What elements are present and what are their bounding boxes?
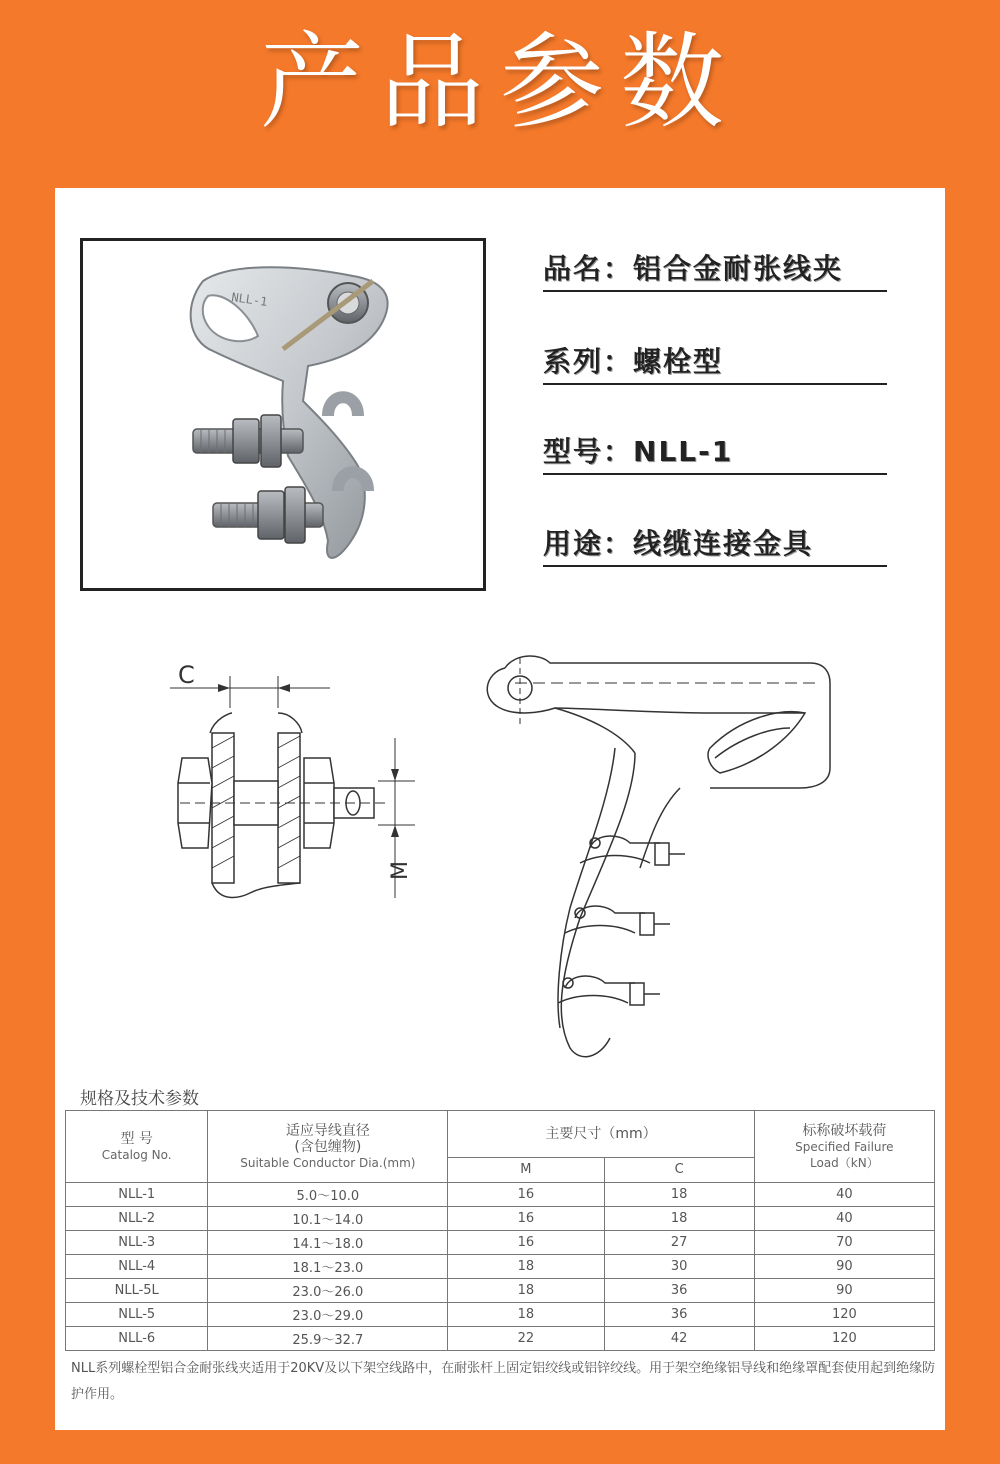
dim-label-c: C: [178, 661, 195, 689]
content-panel: [55, 188, 945, 1430]
cell-m: 16: [448, 1183, 604, 1207]
cell-model: NLL-6: [66, 1327, 208, 1351]
cell-dia: 25.9～32.7: [208, 1327, 448, 1351]
info-usage: [543, 525, 887, 567]
table-row: [66, 1231, 935, 1255]
cell-model: NLL-4: [66, 1255, 208, 1279]
header-en: Specified Failure: [795, 1139, 894, 1154]
cell-c: 42: [604, 1327, 754, 1351]
header-cn: (含包缠物): [294, 1138, 362, 1155]
info-label: 系列：: [543, 345, 634, 378]
cell-m: 16: [448, 1231, 604, 1255]
cell-load: 40: [754, 1207, 934, 1231]
cell-c: 36: [604, 1279, 754, 1303]
header-cn: 适应导线直径: [285, 1122, 370, 1139]
cell-load: 70: [754, 1231, 934, 1255]
table-row: [66, 1183, 935, 1207]
col-header-m: M: [448, 1158, 604, 1183]
table-row: [66, 1327, 935, 1351]
cell-dia: 23.0～26.0: [208, 1279, 448, 1303]
info-label: 用途：: [543, 527, 634, 560]
header-cn: 标称破坏载荷: [802, 1122, 887, 1139]
photo-stamp: NLL-1: [230, 290, 269, 309]
header-cn: 型 号: [120, 1130, 153, 1147]
header-cn: 主要尺寸（mm）: [545, 1126, 657, 1142]
header-en: Load（kN）: [810, 1155, 879, 1170]
cell-dia: 18.1～23.0: [208, 1255, 448, 1279]
cell-load: 90: [754, 1279, 934, 1303]
info-series: [543, 343, 887, 385]
cell-dia: 5.0～10.0: [208, 1183, 448, 1207]
header-en: Catalog No.: [101, 1147, 172, 1162]
col-header-dims: [448, 1111, 754, 1158]
description-note: NLL系列螺栓型铝合金耐张线夹适用于20KV及以下架空线路中，在耐张杆上固定铝绞线或铝锌绞线。用于架空绝缘铝导线和绝缘罩配套使用起到绝缘防护作用。: [71, 1361, 936, 1402]
page-title: 产品参数: [259, 21, 740, 143]
cell-c: 27: [604, 1231, 754, 1255]
cell-m: 18: [448, 1303, 604, 1327]
table-row: [66, 1279, 935, 1303]
cell-c: 30: [604, 1255, 754, 1279]
col-header-catalog: [66, 1111, 208, 1183]
info-value: 铝合金耐张线夹: [633, 252, 844, 285]
cell-c: 36: [604, 1303, 754, 1327]
table-row: [66, 1303, 935, 1327]
elevation-drawing: [460, 638, 860, 1068]
table-row: [66, 1207, 935, 1231]
col-header-dia: [208, 1111, 448, 1183]
info-value: NLL-1: [633, 435, 734, 468]
info-label: 型号：: [543, 435, 634, 468]
spec-title: 规格及技术参数: [80, 1089, 199, 1109]
cell-m: 22: [448, 1327, 604, 1351]
cell-c: 18: [604, 1183, 754, 1207]
cell-load: 120: [754, 1327, 934, 1351]
cell-c: 18: [604, 1207, 754, 1231]
spec-table: [65, 1110, 935, 1351]
dim-label-m: M: [388, 861, 413, 880]
info-model: [543, 433, 887, 475]
info-product-name: [543, 250, 887, 292]
product-photo: [80, 238, 486, 591]
cell-m: 18: [448, 1279, 604, 1303]
table-row: [66, 1255, 935, 1279]
cell-dia: 10.1～14.0: [208, 1207, 448, 1231]
cell-m: 16: [448, 1207, 604, 1231]
cell-model: NLL-1: [66, 1183, 208, 1207]
cell-m: 18: [448, 1255, 604, 1279]
col-header-c: C: [604, 1158, 754, 1183]
info-value: 线缆连接金具: [633, 527, 814, 560]
cell-load: 120: [754, 1303, 934, 1327]
section-drawing: [160, 648, 420, 923]
cell-load: 40: [754, 1183, 934, 1207]
col-header-load: [754, 1111, 934, 1183]
info-label: 品名：: [543, 252, 634, 285]
cell-model: NLL-5: [66, 1303, 208, 1327]
header-en: Suitable Conductor Dia.(mm): [240, 1155, 416, 1170]
cell-model: NLL-3: [66, 1231, 208, 1255]
cell-model: NLL-5L: [66, 1279, 208, 1303]
clamp-photo-illustration: [83, 241, 483, 588]
cell-dia: 23.0～29.0: [208, 1303, 448, 1327]
cell-load: 90: [754, 1255, 934, 1279]
cell-model: NLL-2: [66, 1207, 208, 1231]
info-value: 螺栓型: [633, 345, 724, 378]
cell-dia: 14.1～18.0: [208, 1231, 448, 1255]
